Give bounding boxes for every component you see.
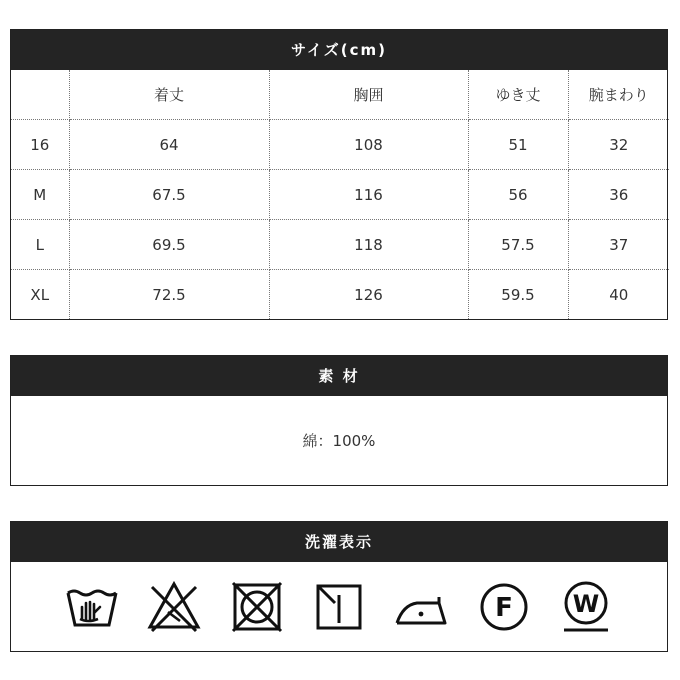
size-header-cell: 腕まわり	[568, 70, 669, 120]
size-section	[10, 29, 668, 320]
size-header-row	[11, 70, 669, 120]
table-cell: 59.5	[468, 270, 568, 320]
wet-clean-w-icon	[558, 579, 614, 635]
care-section	[10, 521, 668, 652]
table-cell: 118	[269, 220, 468, 270]
hand-wash-icon	[64, 579, 120, 635]
material-body	[11, 396, 667, 485]
size-label-cell: XL	[11, 270, 69, 320]
size-table	[11, 70, 669, 319]
size-header-cell: 胸囲	[269, 70, 468, 120]
table-cell: 51	[468, 120, 568, 170]
table-cell: 64	[69, 120, 269, 170]
size-title: サイズ(cm)	[11, 30, 667, 70]
table-cell: 116	[269, 170, 468, 220]
table-cell: 57.5	[468, 220, 568, 270]
table-row	[11, 220, 669, 270]
table-row	[11, 120, 669, 170]
care-icons	[11, 562, 667, 651]
size-header-cell: ゆき丈	[468, 70, 568, 120]
material-text: 綿：100%	[302, 432, 376, 450]
table-row	[11, 270, 669, 320]
dry-clean-label: F	[494, 592, 513, 623]
table-cell: 126	[269, 270, 468, 320]
wet-clean-label: W	[572, 589, 600, 618]
table-cell: 36	[568, 170, 669, 220]
no-tumble-dry-icon	[229, 579, 285, 635]
size-label-cell: 16	[11, 120, 69, 170]
table-cell: 108	[269, 120, 468, 170]
table-cell: 40	[609, 285, 629, 304]
size-label-cell: L	[11, 220, 69, 270]
table-cell: 69.5	[69, 220, 269, 270]
table-cell: 32	[568, 120, 669, 170]
table-cell: 72.5	[69, 270, 269, 320]
line-dry-icon	[311, 579, 367, 635]
size-header-cell: 着丈	[69, 70, 269, 120]
material-title: 素 材	[11, 356, 667, 396]
care-title: 洗濯表示	[11, 522, 667, 562]
no-bleach-icon	[146, 579, 202, 635]
table-cell: 56	[468, 170, 568, 220]
table-row	[11, 170, 669, 220]
dry-clean-f-icon	[476, 579, 532, 635]
size-header-cell	[11, 70, 69, 120]
size-label-cell: M	[11, 170, 69, 220]
table-cell: 67.5	[69, 170, 269, 220]
low-iron-icon	[393, 579, 449, 635]
material-section	[10, 355, 668, 486]
table-cell: 37	[568, 220, 669, 270]
